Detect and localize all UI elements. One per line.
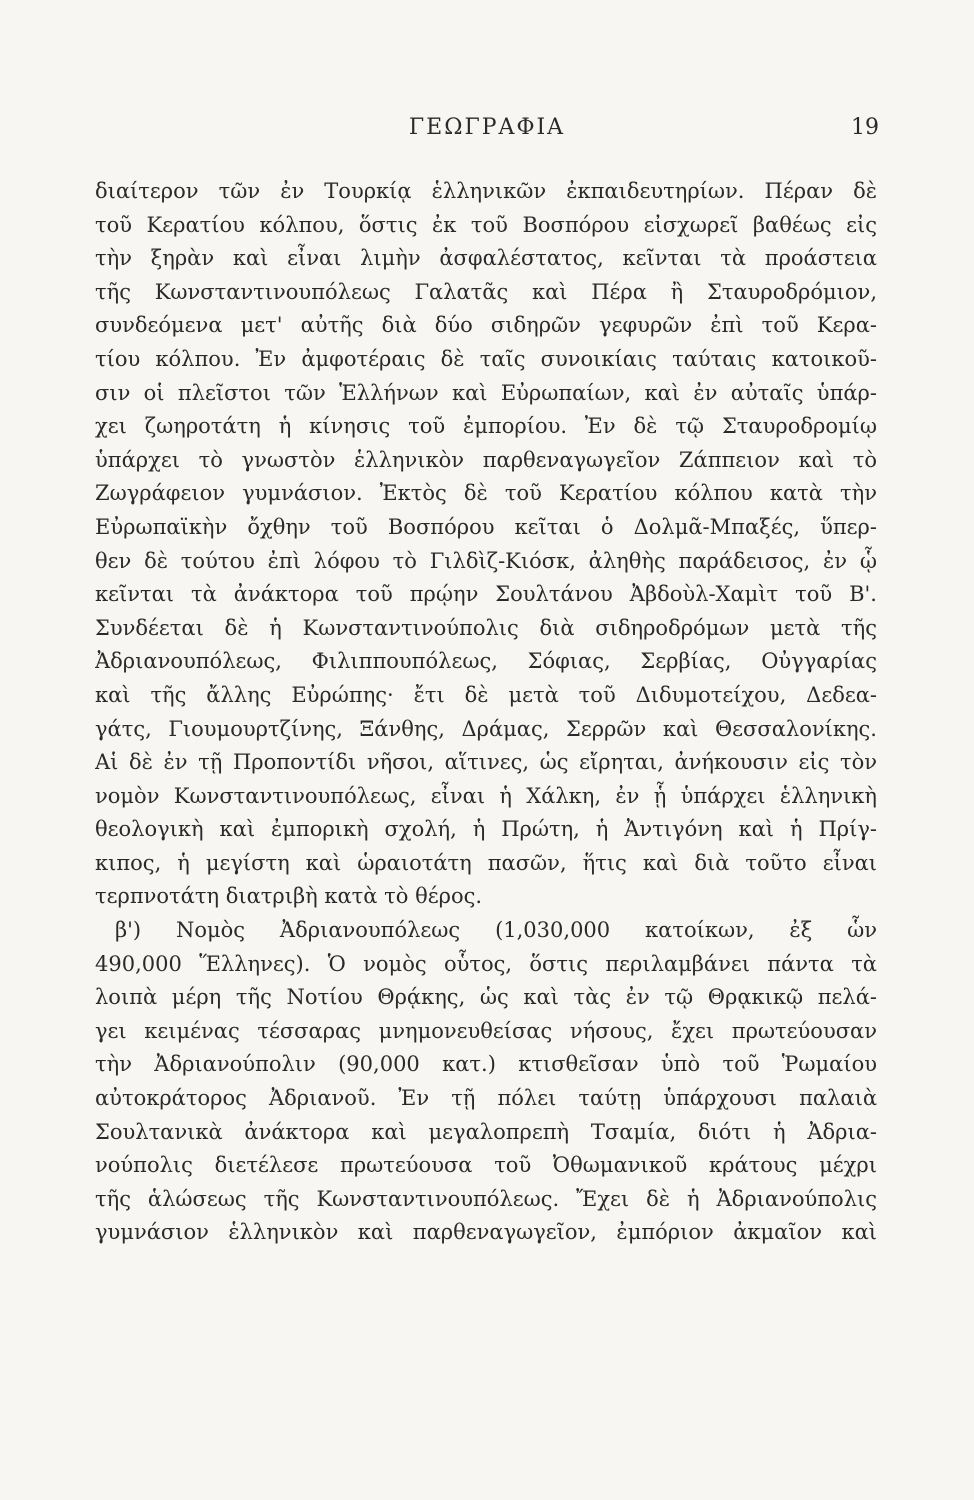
body-text [95,175,877,1250]
text-line: γάτς, Γιουμουρτζίνης, Ξάνθης, Δράμας, Σερρῶν καὶ Θεσσαλονίκης. [95,716,877,741]
page-header [0,105,974,145]
text-line: τὴν ξηρὰν καὶ εἶναι λιμὴν ἀσφαλέστατος, κεῖνται τὰ προάστεια [95,246,877,271]
text-line: κεῖνται τὰ ἀνάκτορα τοῦ πρῴην Σουλτάνου Ἀβδοὺλ-Χαμὶτ τοῦ Β'. [95,582,877,607]
text-line: κιπος, ἡ μεγίστη καὶ ὡραιοτάτη πασῶν, ἥτις καὶ διὰ τοῦτο εἶναι [95,850,877,875]
text-line: νούπολις διετέλεσε πρωτεύουσα τοῦ Ὀθωμανικοῦ κράτους μέχρι [95,1153,877,1178]
text-line: 490,000 Ἕλληνες). Ὁ νομὸς οὗτος, ὅστις περιλαμβάνει πάντα τὰ [95,951,877,976]
text-line: γυμνάσιον ἑλληνικὸν καὶ παρθεναγωγεῖον, ἐμπόριον ἀκμαῖον καὶ [95,1220,877,1245]
text-line: γει κειμένας τέσσαρας μνημονευθείσας νήσους, ἔχει πρωτεύουσαν [95,1018,877,1043]
text-line: χει ζωηροτάτη ἡ κίνησις τοῦ ἐμπορίου. Ἐν δὲ τῷ Σταυροδρομίῳ [95,414,877,439]
text-line: τοῦ Κερατίου κόλπου, ὅστις ἐκ τοῦ Βοσπόρου εἰσχωρεῖ βαθέως εἰς [95,212,877,237]
section-heading-line: β') Νομὸς Ἀδριανουπόλεως (1,030,000 κατοίκων, ἐξ ὧν [115,918,877,943]
text-line: Ζωγράφειον γυμνάσιον. Ἐκτὸς δὲ τοῦ Κερατίου κόλπου κατὰ τὴν [95,481,877,506]
text-line: τῆς Κωνσταντινουπόλεως Γαλατᾶς καὶ Πέρα ἢ Σταυροδρόμιον, [95,279,877,304]
text-line: συνδεόμενα μετ' αὐτῆς διὰ δύο σιδηρῶν γεφυρῶν ἐπὶ τοῦ Κερα- [95,313,877,338]
text-line: τίου κόλπου. Ἐν ἀμφοτέραις δὲ ταῖς συνοικίαις ταύταις κατοικοῦ- [95,346,877,371]
text-line: Σουλτανικὰ ἀνάκτορα καὶ μεγαλοπρεπὴ Τσαμία, διότι ἡ Ἀδρια- [95,1119,877,1144]
text-line: Ἀδριανουπόλεως, Φιλιππουπόλεως, Σόφιας, Σερβίας, Οὐγγαρίας [95,649,877,674]
text-line: θεν δὲ τούτου ἐπὶ λόφου τὸ Γιλδὶζ-Κιόσκ, ἀληθὴς παράδεισος, ἐν ᾧ [95,548,877,573]
text-line: Συνδέεται δὲ ἡ Κωνσταντινούπολις διὰ σιδηροδρόμων μετὰ τῆς [95,615,877,640]
running-head: ΓΕΩΓΡΑΦΙΑ [408,115,566,140]
text-line: θεολογικὴ καὶ ἐμπορικὴ σχολή, ἡ Πρώτη, ἡ Ἀντιγόνη καὶ ἡ Πρίγ- [95,817,877,842]
text-line: νομὸν Κωνσταντινουπόλεως, εἶναι ἡ Χάλκη, ἐν ᾗ ὑπάρχει ἑλληνικὴ [95,783,877,808]
text-line: ὑπάρχει τὸ γνωστὸν ἑλληνικὸν παρθεναγωγεῖον Ζάππειον καὶ τὸ [95,447,877,472]
page-number: 19 [851,115,879,140]
text-line: λοιπὰ μέρη τῆς Νοτίου Θρᾴκης, ὡς καὶ τὰς ἐν τῷ Θρᾳκικῷ πελά- [95,985,877,1010]
text-line: τῆς ἁλώσεως τῆς Κωνσταντινουπόλεως. Ἔχει δὲ ἡ Ἀδριανούπολις [95,1186,877,1211]
text-line: αὐτοκράτορος Ἀδριανοῦ. Ἐν τῇ πόλει ταύτῃ ὑπάρχουσι παλαιὰ [95,1086,877,1111]
text-line: τὴν Ἀδριανούπολιν (90,000 κατ.) κτισθεῖσαν ὑπὸ τοῦ Ῥωμαίου [95,1052,877,1077]
text-line: Αἱ δὲ ἐν τῇ Προποντίδι νῆσοι, αἵτινες, ὡς εἴρηται, ἀνήκουσιν εἰς τὸν [95,750,877,775]
text-line: σιν οἱ πλεῖστοι τῶν Ἑλλήνων καὶ Εὐρωπαίων, καὶ ἐν αὐταῖς ὑπάρ- [95,380,877,405]
text-line: Εὐρωπαϊκὴν ὄχθην τοῦ Βοσπόρου κεῖται ὁ Δολμᾶ-Μπαξές, ὕπερ- [95,514,877,539]
text-line: καὶ τῆς ἄλλης Εὐρώπης· ἔτι δὲ μετὰ τοῦ Διδυμοτείχου, Δεδεα- [95,682,877,707]
text-line: διαίτερον τῶν ἐν Τουρκίᾳ ἑλληνικῶν ἐκπαιδευτηρίων. Πέραν δὲ [95,179,877,203]
text-line: τερπνοτάτη διατριβὴ κατὰ τὸ θέρος. [95,884,483,909]
